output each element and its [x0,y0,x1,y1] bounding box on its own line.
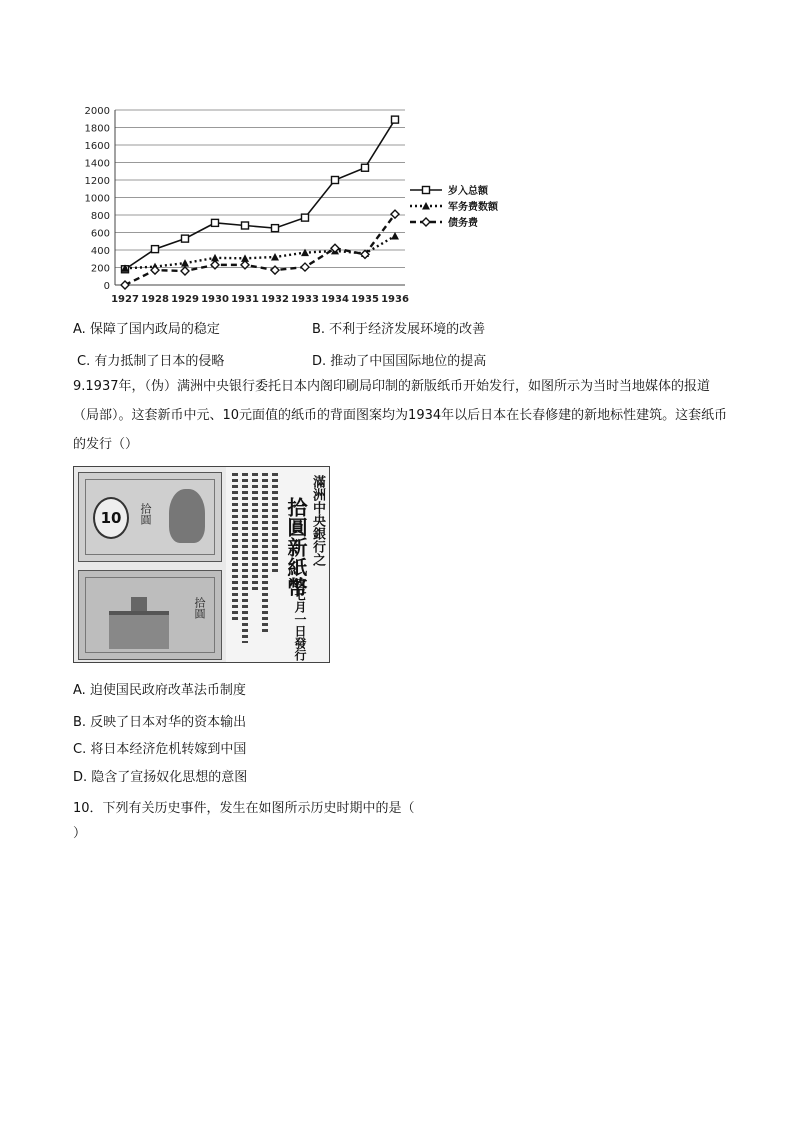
banknote-denomination: 10 [93,497,129,539]
y-tick-label: 600 [90,228,110,240]
data-point [423,187,430,194]
y-tick-label: 0 [103,281,110,292]
q9-option-d[interactable]: D. 隐含了宣扬奴化思想的意图 [73,770,248,785]
newsprint-column [262,473,268,633]
series-line [125,120,395,270]
q8-option-d[interactable]: D. 推动了中国国际地位的提高 [312,354,487,369]
banknote-char: 拾圓 [193,597,206,619]
data-point [182,235,189,242]
x-tick-label: 1929 [171,294,199,305]
data-point [362,164,369,171]
q8-option-a[interactable]: A. 保障了国内政局的稳定 [73,322,220,337]
headline-main: 拾圓新紙幣 [284,497,308,597]
data-point [392,116,399,123]
data-point [332,177,339,184]
y-tick-label: 400 [90,246,110,257]
y-tick-label: 1600 [84,141,110,152]
x-tick-label: 1933 [291,294,319,305]
data-point [121,281,129,289]
building-icon [109,611,169,649]
q9-option-a[interactable]: A. 迫使国民政府改革法币制度 [73,683,246,698]
y-tick-label: 1400 [84,158,110,170]
x-tick-label: 1928 [141,294,169,305]
portrait-icon [169,489,205,543]
y-tick-label: 800 [90,211,110,222]
data-point [181,267,189,275]
data-point [391,210,399,218]
q9-stem: 9.1937年，（伪）满洲中央银行委托日本内阁印刷局印制的新版纸币开始发行，如图所示为当时当地媒体的报道（局部）。这套新币中元、10元面值的纸币的背面图案均为1934年以后日本在长春修建的新地标性建筑。这套纸币的发行（） [73,379,728,452]
newsprint-column [272,473,278,573]
x-tick-label: 1931 [231,294,259,305]
headline-small: 滿洲中央銀行之 [310,475,325,566]
x-tick-label: 1927 [111,294,139,305]
x-tick-label: 1935 [351,294,379,305]
newsprint-column [242,473,248,643]
data-point [301,263,309,271]
newsprint-column [232,473,238,623]
legend-label: 岁入总额 [448,186,488,197]
banknote-front [78,472,222,562]
y-tick-label: 1200 [84,176,110,187]
legend-label: 军务费数额 [448,202,498,213]
x-tick-label: 1930 [201,294,229,305]
x-tick-label: 1936 [381,294,409,305]
x-tick-label: 1934 [321,294,349,305]
q8-option-c[interactable]: C. 有力抵制了日本的侵略 [77,354,225,369]
q10-stem-line1: 10．下列有关历史事件，发生在如图所示历史时期中的是（ [73,801,415,816]
y-tick-label: 1800 [84,123,110,135]
data-point [302,214,309,221]
banknote-back [78,570,222,660]
y-tick-label: 1000 [84,193,110,205]
data-point [152,246,159,253]
q9-option-c[interactable]: C. 将日本经济危机转嫁到中国 [73,742,247,757]
data-point [422,202,430,210]
banknote-char: 拾圓 [139,503,152,525]
newspaper-clipping [226,467,330,662]
finance-line-chart [70,100,510,310]
y-tick-label: 200 [90,263,110,275]
y-tick-label: 2000 [84,106,110,117]
data-point [271,253,279,261]
data-point [212,219,219,226]
q9-option-b[interactable]: B. 反映了日本对华的资本输出 [73,715,247,730]
data-point [242,222,249,229]
data-point [391,232,399,240]
data-point [422,218,430,226]
newsprint-column [252,473,258,593]
chart-svg [70,100,510,310]
data-point [181,259,189,267]
headline-date: 自七月一日發行 [293,577,307,661]
q10-stem-line2: ） [73,826,87,841]
legend-label: 债务费 [448,218,478,229]
data-point [331,244,339,252]
data-point [272,225,279,232]
x-tick-label: 1932 [261,294,289,305]
q8-option-b[interactable]: B. 不利于经济发展环境的改善 [312,322,486,337]
banknote-newspaper-figure [73,466,330,663]
